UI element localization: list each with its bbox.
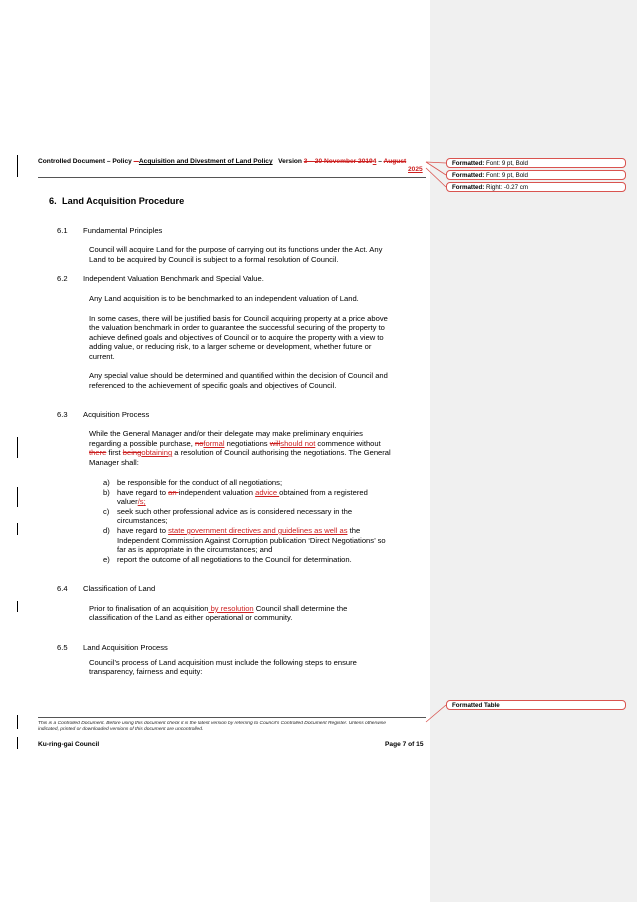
markup-pane [430,0,637,902]
section-title: Land Acquisition Procedure [62,196,185,206]
comment-label: Formatted Table [452,702,500,709]
paragraph-line: transparency, fairness and equity: [89,667,203,676]
change-bar [17,155,18,177]
text-run: Prior to finalisation of an acquisition [89,604,209,613]
text-run: the [347,525,361,535]
inserted-text: obtaining [141,448,173,457]
comment-text: Font: 9 pt, Bold [484,172,528,179]
list-item [103,507,425,526]
text-run: obtained from a registered [279,487,368,497]
deleted-text: an [168,487,179,497]
format-comment[interactable] [446,700,626,710]
footer-rule [38,717,426,718]
header-version-dash: – [376,158,384,165]
header-deleted-dash: – [133,158,139,165]
text-run: have regard to [117,487,169,497]
deleted-text: no [194,439,204,448]
inserted-text: formal [203,439,225,448]
list-item [103,555,425,565]
list-item [103,478,425,488]
header-month-deleted: August [383,158,407,165]
text-run: independent valuation [178,487,256,497]
header-version-deleted: 3 – 20 November 2019 [303,158,373,165]
list-text: far as is appropriate in the circumstances; and [117,545,273,555]
inserted-text: advice [255,487,280,497]
text-run: commence without [315,439,381,448]
inserted-text: /s [137,497,144,507]
subsection-number: 6.5 [57,643,68,652]
list-text: circumstances; [117,516,168,526]
inserted-text: ; [143,497,146,507]
paragraph-line: Council will acquire Land for the purpose of carrying out its functions under the Act. Any [89,245,383,254]
subsection-number: 6.2 [57,274,68,283]
list-letter: c) [103,506,110,516]
document-header [38,158,430,166]
connector-line [426,705,446,722]
list-item [103,488,425,507]
list-item [103,526,425,555]
header-policy: Policy [253,158,273,165]
header-title: Acquisition and Divestment of Land [138,158,254,165]
paragraph-line: referenced to the achievement of specific goals and objectives of Council. [89,381,337,390]
list-text: be responsible for the conduct of all negotiations; [117,478,283,487]
change-bar [17,737,18,749]
format-comment[interactable] [446,170,626,180]
list-letter: b) [103,487,110,497]
text-run: first [106,448,123,457]
paragraph-line: Council’s process of Land acquisition must include the following steps to ensure [89,658,357,667]
header-rule [38,177,426,178]
procedure-list [103,478,425,564]
paragraph-line: adding value, or reducing risk, to a larger scheme or development, whether future or [89,342,372,351]
change-bar [17,487,18,507]
inserted-text: state government directives and guidelines as well as [168,525,348,535]
format-comment[interactable] [446,158,626,168]
change-bar [17,523,18,535]
subsection-title: Land Acquisition Process [83,643,168,652]
comment-label: Formatted: [452,160,485,167]
subsection-title: Independent Valuation Benchmark and Special Value. [83,274,264,283]
paragraph-line: Any special value should be determined and quantified within the decision of Council and [89,371,388,380]
comment-label: Formatted: [452,172,485,179]
list-letter: e) [103,554,110,564]
paragraph-line: Any Land acquisition is to be benchmarked to an independent valuation of Land. [89,294,359,303]
format-comment[interactable] [446,182,626,192]
list-text: report the outcome of all negotiations to the Council for determination. [117,554,352,564]
comment-text: Right: -0.27 cm [484,184,528,191]
header-version-inserted: 4 [372,158,377,165]
list-letter: d) [103,525,110,535]
text-run: negotiations [224,439,270,448]
paragraph-line: Manager shall: [89,458,139,467]
subsection-number: 6.3 [57,410,68,419]
connector-line [426,168,446,187]
deleted-text: there [89,448,107,457]
paragraph-line: While the General Manager and/or their delegate may make preliminary enquiries [89,429,363,438]
list-text: Independent Commission Against Corruption publication ‘Direct Negotiations’ so [117,535,386,545]
footer-page-number: Page 7 of 15 [385,741,424,748]
header-prefix: Controlled Document – Policy [38,158,134,165]
text-run: a resolution of Council authorising the negotiations. The General [172,448,391,457]
subsection-number: 6.1 [57,226,68,235]
subsection-number: 6.4 [57,584,68,593]
inserted-text: should not [280,439,316,448]
paragraph-line-tracked [89,448,391,458]
comment-text: Font: 9 pt, Bold [484,160,528,167]
section-number: 6. [49,196,57,206]
footer-disclaimer: indicated, printed or downloaded versions of this document are uncontrolled. [38,727,204,732]
paragraph-line: the valuation benchmark in order to guarantee the successful securing of the property to [89,323,385,332]
text-run: Council shall determine the [253,604,348,613]
header-year-inserted: 2025 [408,166,423,173]
paragraph-line: Land to be acquired by Council is subject to a formal resolution of Council. [89,255,339,264]
paragraph-line: In some cases, there will be justified basis for Council acquiring property at a price above [89,314,388,323]
change-bar [17,715,18,729]
paragraph-line: current. [89,352,115,361]
text-run: have regard to [117,525,169,535]
footer-organisation: Ku-ring-gai Council [38,741,100,748]
inserted-text: by resolution [208,604,254,613]
comment-label: Formatted: [452,184,485,191]
text-run: regarding a possible purchase, [89,439,195,448]
list-text: seek such other professional advice as is considered necessary in the [117,506,353,516]
subsection-title: Acquisition Process [83,410,150,419]
paragraph-line: achieve defined goals and objectives of Council or to acquire the property with a view to [89,333,384,342]
subsection-title: Fundamental Principles [83,226,163,235]
connector-line [426,162,446,175]
list-letter: a) [103,478,110,487]
paragraph-line: classification of the Land as either operational or community. [89,613,293,622]
deleted-text: being [122,448,142,457]
change-bar [17,601,18,612]
change-bar [17,437,18,458]
footer-disclaimer: This is a Controlled Document. Before using this document check it is the latest version by referring to Council’s Controlled Document Register. Unless otherwise [38,721,386,726]
text-run: valuer [117,497,138,507]
comment-connectors [420,700,450,730]
comment-connectors [420,155,450,195]
header-version-label: Version [278,158,304,165]
deleted-text: will [269,439,281,448]
subsection-title: Classification of Land [83,584,156,593]
connector-line [426,162,446,163]
